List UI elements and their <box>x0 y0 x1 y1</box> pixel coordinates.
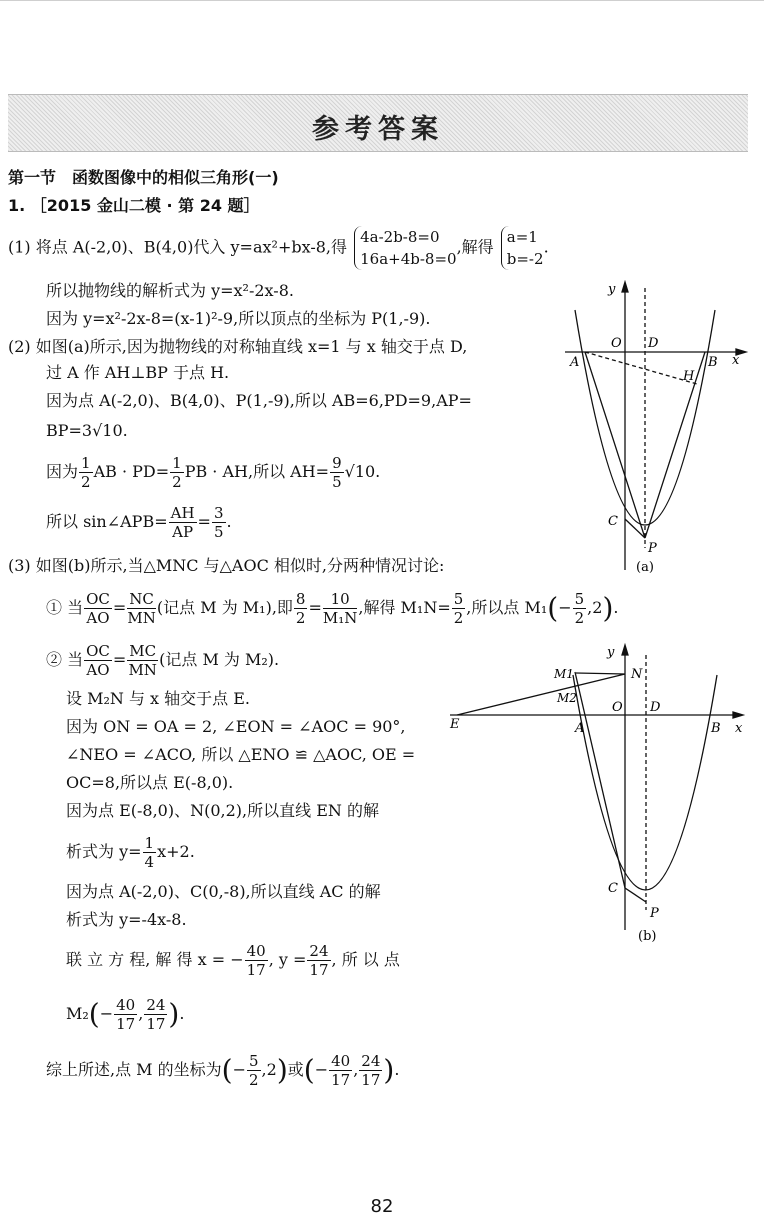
text: . <box>613 598 619 617</box>
fraction <box>144 996 167 1033</box>
fraction <box>143 834 157 871</box>
part2-line4: BP=3√10. <box>46 421 128 440</box>
text: . <box>394 1060 400 1079</box>
part1-line1 <box>8 226 549 270</box>
y-axis-arrow <box>622 282 628 292</box>
label-A: A <box>570 355 580 370</box>
section-title: 第一节 函数图像中的相似三角形(一) <box>8 168 279 187</box>
part1-line3: 因为 y=x²-2x-8=(x-1)²-9,所以顶点的坐标为 P(1,-9). <box>46 309 431 328</box>
part2-line5 <box>46 452 380 492</box>
parabola <box>573 675 717 890</box>
solution-a: a=1 <box>506 228 538 246</box>
label-P: P <box>650 906 659 921</box>
label-E: E <box>450 717 460 732</box>
caption-b: (b) <box>638 929 657 944</box>
fraction <box>247 1052 261 1089</box>
numerator: 5 <box>574 590 585 608</box>
denominator: 2 <box>574 609 585 627</box>
part2-line2: 过 A 作 AH⊥BP 于点 H. <box>46 363 230 382</box>
part2-label: (2) <box>8 337 31 356</box>
label-N: N <box>631 667 643 682</box>
label-D: D <box>650 700 661 715</box>
label-C: C <box>608 881 618 896</box>
case2-line <box>46 638 279 682</box>
fraction <box>323 590 358 627</box>
part2-line6 <box>46 502 232 542</box>
denominator: 17 <box>146 1015 166 1033</box>
step1: 设 M₂N 与 x 轴交于点 E. <box>66 689 251 708</box>
label-M1: M1 <box>554 667 574 681</box>
fraction <box>573 590 587 627</box>
figure-b <box>445 640 750 945</box>
fraction <box>114 996 137 1033</box>
page-title: 参考答案 <box>312 114 444 145</box>
denominator: 2 <box>81 473 91 491</box>
part2-text: 如图(a)所示,因为抛物线的对称轴直线 x=1 与 x 轴交于点 D, <box>35 337 468 356</box>
text: ,2 <box>587 598 603 617</box>
open-paren: ( <box>221 1053 233 1087</box>
numerator: 1 <box>144 834 155 852</box>
label-x: x <box>732 353 740 368</box>
numerator: 24 <box>309 942 329 960</box>
part1-label: (1) <box>8 237 31 257</box>
text: 联 立 方 程, 解 得 x = − <box>66 950 244 969</box>
label-C: C <box>608 514 618 529</box>
label-y: y <box>607 645 615 660</box>
text: = <box>112 650 127 669</box>
segment-M1N <box>576 673 625 674</box>
text: 因为 <box>46 462 79 481</box>
text: AB · PD= <box>93 462 170 481</box>
open-paren: ( <box>303 1053 315 1087</box>
denominator: AO <box>86 609 110 627</box>
denominator: MN <box>128 661 157 679</box>
step3: ∠NEO = ∠ACO, 所以 △ENO ≌ △AOC, OE = <box>66 745 416 764</box>
fraction <box>359 1052 382 1089</box>
summary-line: 综上所述,点 M 的坐标为(− $\frac{5}{2}$ ,2)或(− $\frac{40}{17}$ , $\frac{24}{17}$ ). <box>46 1052 400 1089</box>
fraction <box>84 642 112 679</box>
fraction <box>245 942 268 979</box>
label-P: P <box>648 541 657 556</box>
text: 析式为 y= <box>66 842 142 861</box>
text: = <box>308 598 322 617</box>
text: = <box>197 512 211 531</box>
top-rule <box>0 0 764 1</box>
text: 综上所述,点 M 的坐标为 <box>46 1060 222 1079</box>
part1-line2: 所以抛物线的解析式为 y=x²-2x-8. <box>46 281 294 300</box>
step5: 因为点 E(-8,0)、N(0,2),所以直线 EN 的解 <box>66 801 379 820</box>
text: . <box>179 1004 185 1023</box>
step4: OC=8,所以点 E(-8,0). <box>66 773 234 792</box>
denominator: 2 <box>249 1071 259 1089</box>
problem-number: 1. <box>8 196 26 215</box>
text: x+2. <box>157 842 195 861</box>
step8: 析式为 y=-4x-8. <box>66 910 187 929</box>
denominator: 5 <box>213 523 224 541</box>
denominator: M₁N <box>322 609 358 627</box>
fraction <box>84 590 112 627</box>
numerator: AH <box>170 504 195 522</box>
close-paren: ) <box>602 591 614 625</box>
denominator: 2 <box>453 609 464 627</box>
system-eq2: 16a+4b-8=0 <box>360 250 457 268</box>
line-AP <box>585 352 645 538</box>
solution-system <box>501 226 544 270</box>
fraction <box>170 454 184 491</box>
numerator: 9 <box>332 454 342 472</box>
step2: 因为 ON = OA = 2, ∠EON = ∠AOC = 90°, <box>66 717 406 736</box>
line-EN <box>457 674 625 715</box>
part3-text: 如图(b)所示,当△MNC 与△AOC 相似时,分两种情况讨论: <box>35 556 445 575</box>
label-O: O <box>611 336 622 351</box>
label-B: B <box>708 355 718 370</box>
denominator: MN <box>127 609 156 627</box>
part1-text-a: 将点 A(-2,0)、B(4,0)代入 y=ax²+bx-8,得 <box>35 237 348 257</box>
system-eq1: 4a-2b-8=0 <box>360 228 440 246</box>
part1-text-c: . <box>543 237 549 257</box>
label-O: O <box>612 700 623 715</box>
label-H: H <box>683 369 695 384</box>
part3-line1 <box>8 556 444 576</box>
denominator: 2 <box>295 609 306 627</box>
text: √10. <box>344 462 381 481</box>
numerator: 24 <box>361 1052 381 1070</box>
text: ① 当 <box>46 598 84 617</box>
text: (记点 M 为 M₁),即 <box>156 598 293 617</box>
text: ,2 <box>261 1060 277 1079</box>
x-axis-arrow <box>733 712 743 718</box>
denominator: 2 <box>172 473 182 491</box>
case1-line: ① 当 $\frac{OC}{AO}$ = $\frac{NC}{MN}$ (记点 M 为 M₁),即 $\frac{8}{2}$ = $\frac{10}{\text{M₁N}}$ ,解得 M₁N= $\frac{5}{2}$ ,所以点 M₁(− $\frac{5}{2}$ ,2). <box>46 590 619 627</box>
denominator: 17 <box>246 961 266 979</box>
line-BP <box>645 352 705 538</box>
y-axis-arrow <box>622 645 628 655</box>
solution-b: b=-2 <box>506 250 544 268</box>
numerator: 40 <box>246 942 266 960</box>
label-A: A <box>575 721 585 736</box>
label-y: y <box>608 282 616 297</box>
numerator: MC <box>129 642 157 660</box>
text: 或 <box>287 1060 304 1079</box>
close-paren: ) <box>276 1053 288 1087</box>
problem-header <box>8 196 260 216</box>
text: ,解得 M₁N= <box>358 598 451 617</box>
text: , y = <box>268 950 307 969</box>
section-banner <box>8 94 748 152</box>
numerator: 3 <box>213 504 224 522</box>
numerator: 5 <box>453 590 464 608</box>
text: M₂ <box>66 1004 89 1023</box>
text: , 所 以 点 <box>331 950 400 969</box>
text: PB · AH,所以 AH= <box>184 462 330 481</box>
open-paren: ( <box>88 997 100 1031</box>
denominator: 5 <box>332 473 342 491</box>
fraction <box>79 454 93 491</box>
denominator: 17 <box>309 961 329 979</box>
denominator: 4 <box>144 853 155 871</box>
fraction <box>212 504 226 541</box>
numerator: 8 <box>295 590 306 608</box>
label-M2: M2 <box>557 691 577 705</box>
denominator: 17 <box>331 1071 351 1089</box>
label-D: D <box>648 336 659 351</box>
denominator: AO <box>86 661 110 679</box>
line-AH <box>585 352 697 384</box>
numerator: 5 <box>249 1052 259 1070</box>
page-number: 82 <box>370 1196 394 1217</box>
numerator: OC <box>86 642 110 660</box>
numerator: 40 <box>331 1052 351 1070</box>
part1-text-b: ,解得 <box>456 237 494 257</box>
step9 <box>66 940 400 980</box>
numerator: 24 <box>146 996 166 1014</box>
text: . <box>226 512 232 531</box>
close-paren: ) <box>168 997 180 1031</box>
text: ,所以点 M₁ <box>466 598 548 617</box>
text: 所以 sin∠APB= <box>46 512 168 531</box>
denominator: 17 <box>361 1071 381 1089</box>
open-paren: ( <box>547 591 559 625</box>
fraction <box>307 942 330 979</box>
denominator: 17 <box>116 1015 136 1033</box>
problem-source: ［2015 金山二模 · 第 24 题］ <box>30 196 260 215</box>
part3-label: (3) <box>8 556 31 575</box>
fraction <box>294 590 308 627</box>
step6 <box>66 832 195 872</box>
equation-system <box>354 226 456 270</box>
text: (记点 M 为 M₂). <box>159 650 280 669</box>
fraction <box>127 642 158 679</box>
step10: M₂(− $\frac{40}{17}$ , $\frac{24}{17}$ ). <box>66 996 185 1033</box>
fraction <box>452 590 466 627</box>
figure-a <box>560 280 750 575</box>
denominator: AP <box>172 523 194 541</box>
part2-line3: 因为点 A(-2,0)、B(4,0)、P(1,-9),所以 AB=6,PD=9,AP= <box>46 391 472 410</box>
text: = <box>112 598 127 617</box>
step7: 因为点 A(-2,0)、C(0,-8),所以直线 AC 的解 <box>66 882 381 901</box>
numerator: 1 <box>81 454 91 472</box>
numerator: 10 <box>323 590 358 609</box>
fraction <box>329 1052 352 1089</box>
part2-line1 <box>8 337 467 357</box>
text: ② 当 <box>46 650 84 669</box>
numerator: NC <box>129 590 154 608</box>
numerator: 1 <box>172 454 182 472</box>
fraction <box>330 454 344 491</box>
fraction <box>127 590 156 627</box>
label-x: x <box>735 721 743 736</box>
numerator: OC <box>86 590 110 608</box>
fraction <box>169 504 197 541</box>
caption-a: (a) <box>636 560 654 575</box>
close-paren: ) <box>383 1053 395 1087</box>
label-B: B <box>711 721 721 736</box>
numerator: 40 <box>116 996 136 1014</box>
